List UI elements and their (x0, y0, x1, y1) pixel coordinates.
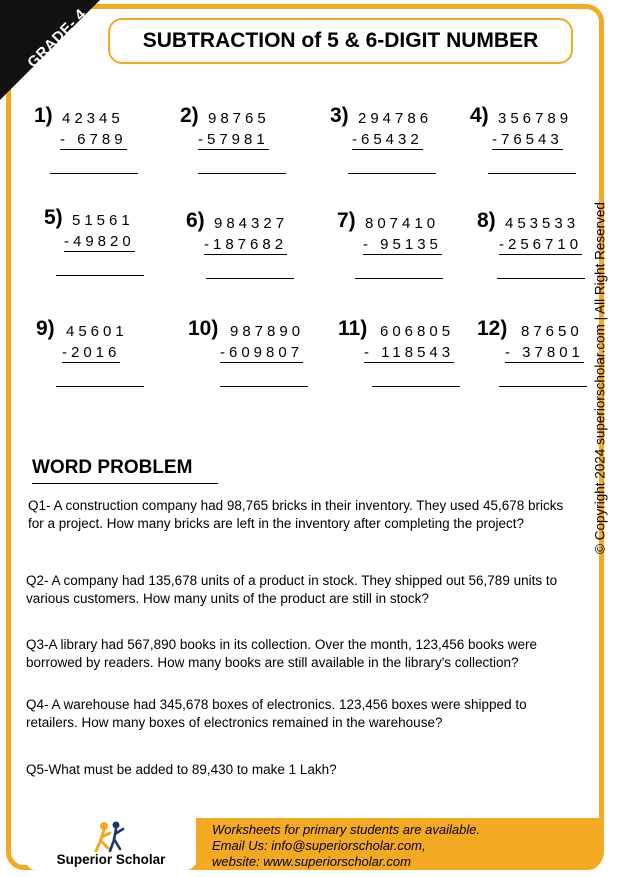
problem-number: 4) (470, 104, 489, 127)
problem-number: 8) (477, 209, 496, 232)
minuend: 356789 (498, 110, 573, 127)
minuend: 87650 (521, 323, 583, 340)
answer-line[interactable] (56, 275, 144, 276)
subtrahend: -57981 (198, 131, 269, 148)
subtrahend: - 37801 (505, 344, 584, 361)
answer-line[interactable] (50, 173, 138, 174)
problem-number: 9) (36, 317, 55, 340)
problem-number: 12) (477, 317, 508, 340)
footer-website[interactable]: website: www.superiorscholar.com (212, 854, 411, 869)
problem-number: 6) (186, 209, 205, 232)
logo-text: Superior Scholar (56, 852, 166, 867)
minuend: 51561 (72, 212, 134, 229)
problem-number: 5) (44, 206, 63, 229)
minuend: 984327 (214, 215, 289, 232)
minuend: 45601 (66, 323, 128, 340)
question-3: Q3-A library had 567,890 books in its collection. Over the month, 123,456 books were borrowed by readers. How many books are still available in the library's collection? (26, 637, 538, 670)
page-title: SUBTRACTION of 5 & 6-DIGIT NUMBER (108, 18, 573, 64)
subtrahend: - 95135 (363, 236, 442, 253)
subtrahend: -256710 (499, 236, 583, 253)
answer-line[interactable] (56, 386, 144, 387)
answer-line[interactable] (499, 386, 587, 387)
subtrahend: -65432 (352, 131, 423, 148)
answer-line[interactable] (220, 386, 308, 387)
subtrahend: -76543 (492, 131, 563, 148)
question-1: Q1- A construction company had 98,765 bricks in their inventory. They used 45,678 bricks for a project. How many bricks are left in the inventory after completing the project? (28, 498, 564, 531)
subtrahend: -609807 (220, 344, 304, 361)
footer-logo-panel (26, 818, 196, 870)
subtrahend: - 118543 (364, 344, 455, 361)
minuend: 987890 (230, 323, 305, 340)
problem-number: 10) (188, 317, 219, 340)
answer-line[interactable] (206, 278, 294, 279)
question-2: Q2- A company had 135,678 units of a product in stock. They shipped out 56,789 units to various customers. How many units of the product are still in stock? (26, 573, 558, 606)
problem-number: 7) (337, 209, 356, 232)
scholar-logo-icon (90, 820, 130, 852)
minuend: 807410 (365, 215, 440, 232)
problem-number: 3) (330, 104, 349, 127)
answer-line[interactable] (488, 173, 576, 174)
problem-number: 11) (338, 317, 368, 340)
answer-line[interactable] (198, 173, 286, 174)
word-problem-title: WORD PROBLEM (32, 457, 218, 484)
minuend: 98765 (208, 110, 270, 127)
grade-label: GRADE- 4 (24, 5, 90, 72)
answer-line[interactable] (355, 278, 443, 279)
question-5: Q5-What must be added to 89,430 to make 1 Lakh? (26, 762, 337, 777)
problem-number: 1) (34, 104, 53, 127)
answer-line[interactable] (348, 173, 436, 174)
answer-line[interactable] (372, 386, 460, 387)
question-4: Q4- A warehouse had 345,678 boxes of electronics. 123,456 boxes were shipped to retailers. How many boxes of electronics remained in the warehouse? (26, 697, 527, 730)
copyright-text: © Copyright 2024 superiorscholar.com | All Right Reserved (592, 202, 608, 554)
minuend: 42345 (62, 110, 124, 127)
footer-line-1: Worksheets for primary students are available. (212, 822, 481, 837)
minuend: 453533 (505, 215, 580, 232)
problem-number: 2) (180, 104, 199, 127)
footer-info-panel (196, 818, 602, 870)
subtrahend: -49820 (64, 233, 135, 250)
subtrahend: -187682 (204, 236, 288, 253)
minuend: 294786 (358, 110, 433, 127)
subtrahend: - 6789 (60, 131, 127, 148)
subtrahend: -2016 (62, 344, 121, 361)
footer-email[interactable]: Email Us: info@superiorscholar.com, (212, 838, 426, 853)
answer-line[interactable] (497, 278, 585, 279)
minuend: 606805 (380, 323, 455, 340)
